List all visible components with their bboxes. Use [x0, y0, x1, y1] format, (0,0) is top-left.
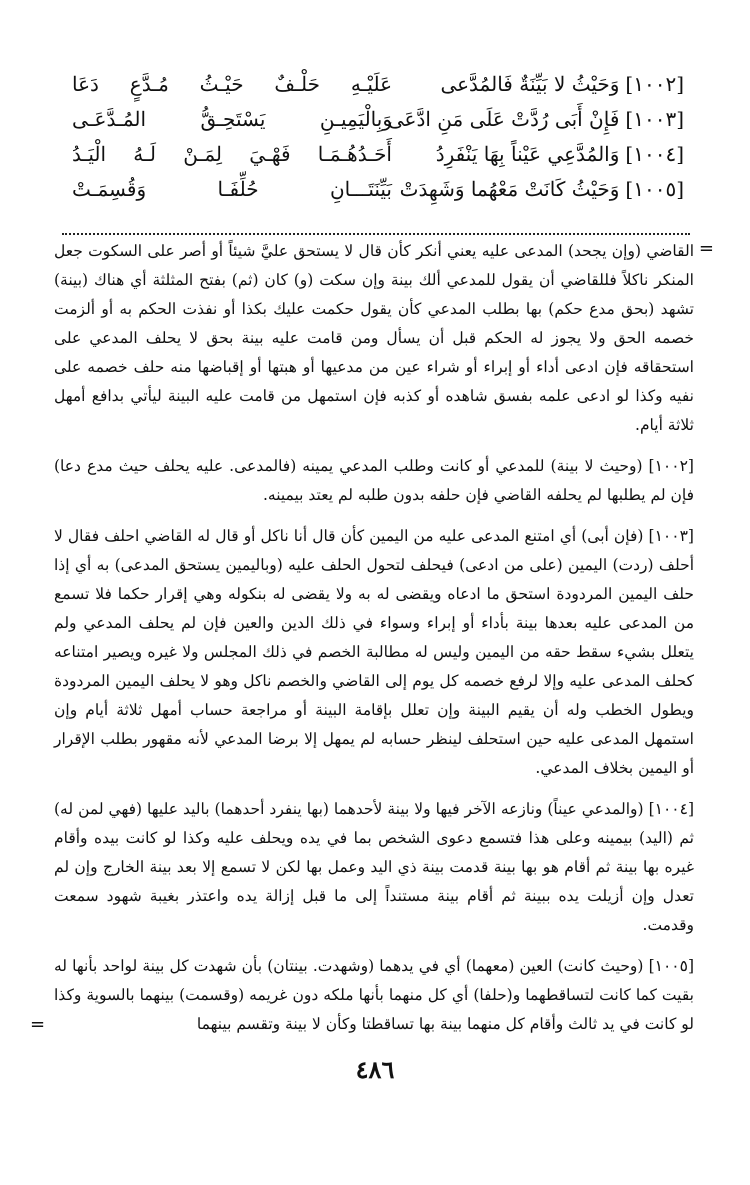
verse-second-hemistich: بَيِّنَتَـــانِ حُلِّفَـا وَقُسِمَـتْ	[72, 177, 392, 201]
paragraph-number: [١٠٠٤]	[648, 800, 694, 818]
verse-line	[72, 107, 684, 142]
paragraph-number: [١٠٠٣]	[648, 527, 694, 545]
paragraph-text: (وحيث كانت) العين (معهما) أي في يدهما (وشهدت. بينتان) بأن شهدت كل بينة لواحد بأنها له بقيت كما كانت لتساقطهما و(حلفا) أي كل منهما بأنها ملكه دون غريمه (وقسمت) بينهما بالسوية وكذا لو كانت في يد ثالث وأقام كل منهما بينة بها تساقطتا وكأن لا بينة وتقسم بينهما	[54, 957, 694, 1033]
commentary-intro: القاضي (وإن يجحد) المدعى عليه يعني أنكر كأن قال لا يستحق عليَّ شيئاً أو أصر على السكوت جعل المنكر ناكلاً فللقاضي أن يقول للمدعي ألك بينة وإن سكت (و) كان (ثم) بفتح المثلثة أي هناك (بينة) تشهد (بحق مدع حكم) بها بطلب المدعي كأن يقول حكمت عليك بكذا أو نفذت الحكم به أو ألزمت خصمه الحق ولا يجوز له الحكم قبل أن يسأل ومن قامت عليه بينة بحق لا يحلف المدعي على استحقاقه فإن ادعى أداء أو إبراء أو شراء عين من مدعيها أو هبتها أو إقباضها منه حلف خصمه على نفيه وكذا لو ادعى علمه بفسق شاهده أو كذبه فإن استمهل من قامت عليه البينة ليأتي بدافع أمهل ثلاثة أيام.	[54, 242, 694, 434]
verse-first-hemistich: وَحَيْثُ لا بَيِّنَةٌ فَالمُدَّعى	[440, 72, 620, 96]
verse-number: [١٠٠٤]	[625, 142, 684, 166]
paragraph-number: [١٠٠٥]	[648, 957, 694, 975]
page-number: ٤٨٦	[355, 1055, 395, 1084]
verse-line	[72, 177, 684, 212]
verse-second-hemistich: أَحَـدُهُـمَـا فَهْـيَ لِمَـنْ لَـهُ الْيَـدُ	[72, 142, 392, 166]
commentary-paragraph	[54, 522, 694, 783]
verse-second-hemistich: عَلَيْـهِ حَلْـفٌ حَيْـثُ مُـدَّعٍ دَعَا	[72, 72, 392, 96]
verse-line	[72, 142, 684, 177]
paragraph-text: (والمدعي عيناً) ونازعه الآخر فيها ولا بينة لأحدهما (بها ينفرد أحدهما) باليد عليها (فهي لمن له) ثم (اليد) بيمينه وعلى هذا فتسمع دعوى الشخص بما في يده ويحلف عليه وكذا لو كانت بيده وأقام غيره بها بينة ثم أقام هو بها بينة قدمت بينة ذي اليد وعمل بها لكن لا تسمع إلا بعد بينة الخارج وإن لم تعدل وإن أزيلت يده ببينة ثم أقام بينة مستنداً إلى ما قبل إزالة يده واعتذر بغيبة شهود سمعت وقدمت.	[54, 800, 694, 934]
verse-first-hemistich: فَإِنْ أَبَى رُدَّتْ عَلَى مَنِ ادَّعَى	[387, 107, 620, 131]
verse-first-hemistich: وَحَيْثُ كَانَتْ مَعْهُما وَشَهِدَتْ	[399, 177, 620, 201]
commentary-paragraph	[54, 952, 694, 1039]
verse-number: [١٠٠٥]	[625, 177, 684, 201]
verse-number: [١٠٠٣]	[625, 107, 684, 131]
paragraph-number: [١٠٠٢]	[648, 457, 694, 475]
verse-second-hemistich: وَبِالْيَمِيـنِ يَسْتَحِـقُّ المُـدَّعَـى	[72, 107, 392, 131]
continuation-mark-top: =	[698, 238, 714, 259]
paragraph-text: (فإن أبى) أي امتنع المدعى عليه من اليمين كأن قال أنا ناكل أو قال له القاضي احلف فقال لا أحلف (ردت) اليمين (على من ادعى) فيحلف لتحول الحلف عليه (وباليمين يستحق المدعى) به أي إذا حلف اليمين المردودة استحق ما ادعاه ويقضى له به ولا يقضى له بنكوله وهي إقرار حكما فلا تسمع من المدعى عليه بعدها بينة بأداء أو إبراء وسواء في ذلك الدين والعين فإن لم يحلف المدعي ولم يتعلل بشيء سقط حقه من اليمين وليس له مطالبة الخصم في ذلك المجلس ولا غيره ويصير امتناعه كحلف المدعى عليه وإلا لرفع خصمه كل يوم إلى القاضي والخصم ناكل وهو لا يحلف اليمين المردودة ويطول الخطب وله أن يقيم البينة وإن تعلل بإقامة البينة أو مراجعة حساب أمهل ثلاثة أيام وإن استمهل المدعى عليه حين استحلف لينظر حسابه لم يمهل إلا برضا المدعي لأنه مقهور بطلب الإقرار أو اليمين بخلاف المدعي.	[54, 527, 694, 777]
verse-block	[72, 72, 684, 212]
dotted-divider	[62, 233, 690, 235]
commentary-paragraph	[54, 452, 694, 510]
paragraph-text: (وحيث لا بينة) للمدعي أو كانت وطلب المدعي يمينه (فالمدعى. عليه يحلف حيث مدع دعا) فإن لم يطلبها لم يحلفه القاضي فإن حلفه بدون طلبه لم يعتد بيمينه.	[54, 457, 694, 504]
verse-first-hemistich: وَالمُدَّعِي عَيْناً بِهَا يَنْفَرِدُ	[435, 142, 620, 166]
commentary-block	[54, 237, 694, 1051]
verse-line	[72, 72, 684, 107]
continuation-mark-bottom: =	[30, 1014, 46, 1035]
commentary-paragraph	[54, 795, 694, 940]
verse-number: [١٠٠٢]	[625, 72, 684, 96]
